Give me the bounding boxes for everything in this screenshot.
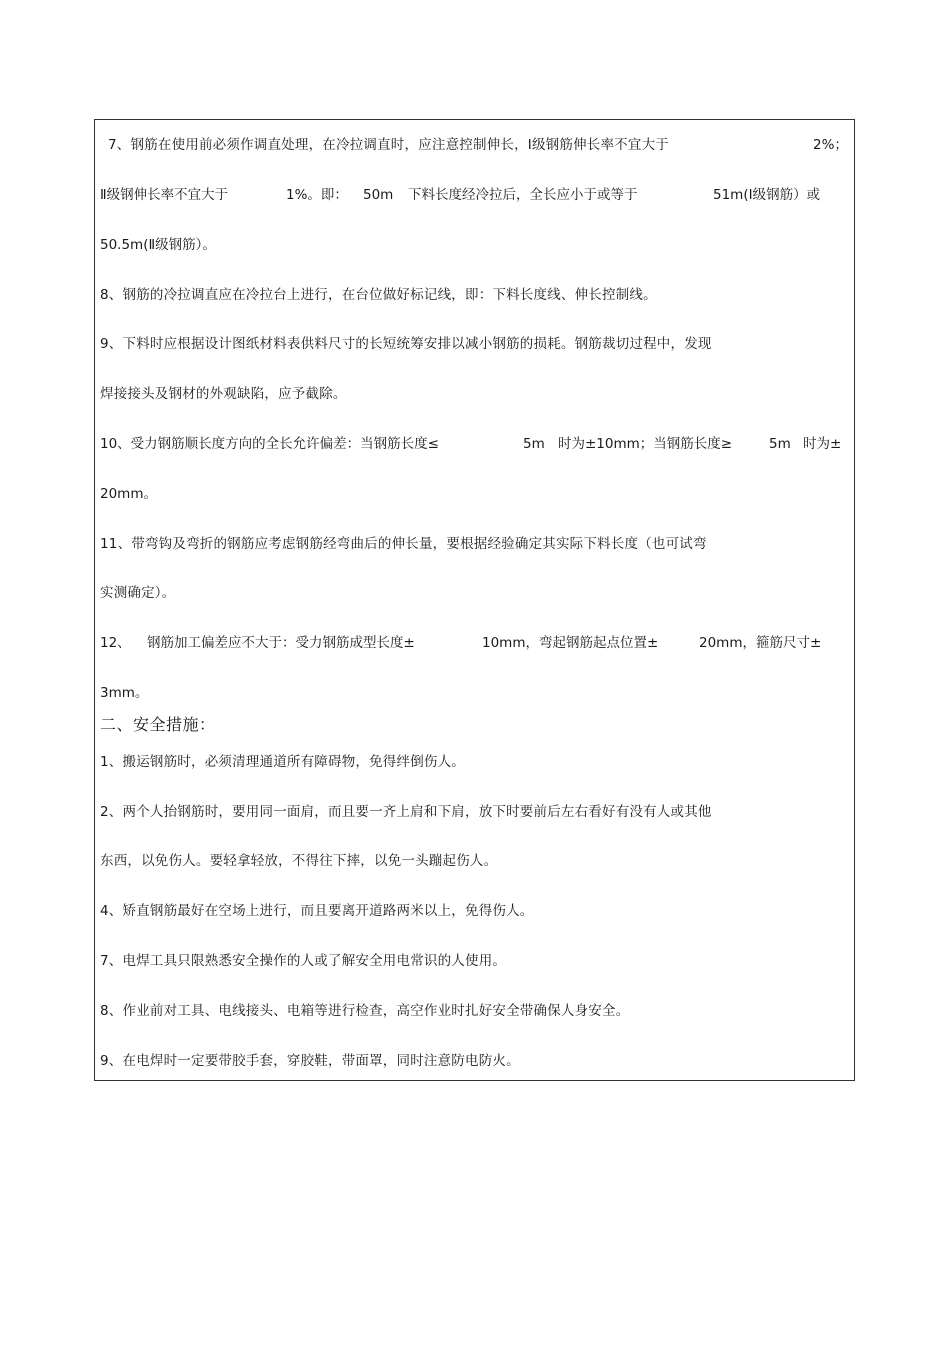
- content-table: [94, 119, 855, 1081]
- item7-line2-d: 下料长度经冷拉后，全长应小于或等于: [408, 187, 638, 203]
- item7-line2-e: 51m(Ⅰ级钢筋）或: [713, 187, 821, 203]
- item7-line2-a: Ⅱ级钢伸长率不宜大于: [100, 187, 229, 203]
- item7-line2-b: 1%。即：: [286, 187, 348, 203]
- item12-line1-b: 钢筋加工偏差应不大于：受力钢筋成型长度±: [147, 635, 415, 651]
- item12-line1-d: 20mm，箍筋尺寸±: [699, 635, 822, 651]
- item7-line3: 50.5m(Ⅱ级钢筋）。: [100, 237, 216, 253]
- item10-line1-c: 时为±10mm；当钢筋长度≥: [558, 436, 733, 452]
- safety-item2-line1: 2、两个人抬钢筋时，要用同一面肩，而且要一齐上肩和下肩，放下时要前后左右看好有没有人或其他: [100, 804, 712, 820]
- item12-line1-c: 10mm，弯起钢筋起点位置±: [482, 635, 659, 651]
- item11-line1: 11、带弯钩及弯折的钢筋应考虑钢筋经弯曲后的伸长量，要根据经验确定其实际下料长度（也可试弯: [100, 536, 707, 552]
- item9-line1: 9、下料时应根据设计图纸材料表供料尺寸的长短统筹安排以减小钢筋的损耗。钢筋裁切过程中，发现: [100, 336, 712, 352]
- item7-value: 2%；: [813, 137, 848, 153]
- item10-line1-a: 10、受力钢筋顺长度方向的全长允许偏差：当钢筋长度≤: [100, 436, 439, 452]
- safety-item2-line2: 东西，以免伤人。要轻拿轻放，不得往下摔，以免一头蹦起伤人。: [100, 853, 498, 869]
- item10-line2: 20mm。: [100, 486, 157, 502]
- safety-item8: 8、作业前对工具、电线接头、电箱等进行检查，高空作业时扎好安全带确保人身安全。: [100, 1003, 630, 1019]
- safety-heading: 二、安全措施：: [100, 715, 216, 734]
- safety-item4: 4、矫直钢筋最好在空场上进行，而且要离开道路两米以上，免得伤人。: [100, 903, 534, 919]
- item12-line1-a: 12、: [100, 635, 131, 651]
- item9-line2: 焊接接头及钢材的外观缺陷，应予截除。: [100, 386, 347, 402]
- safety-item7: 7、电焊工具只限熟悉安全操作的人或了解安全用电常识的人使用。: [100, 953, 507, 969]
- item11-line2: 实测确定）。: [100, 585, 176, 601]
- item10-line1-b: 5m: [523, 436, 545, 452]
- item8: 8、钢筋的冷拉调直应在冷拉台上进行，在台位做好标记线，即：下料长度线、伸长控制线。: [100, 287, 657, 303]
- item7-line2-c: 50m: [363, 187, 394, 203]
- item10-line1-e: 时为±: [803, 436, 842, 452]
- safety-item1: 1、搬运钢筋时，必须清理通道所有障碍物，免得绊倒伤人。: [100, 754, 465, 770]
- item12-line2: 3mm。: [100, 685, 149, 701]
- item10-line1-d: 5m: [769, 436, 791, 452]
- safety-item9: 9、在电焊时一定要带胶手套，穿胶鞋，带面罩，同时注意防电防火。: [100, 1053, 520, 1069]
- item7-line1: 7、钢筋在使用前必须作调直处理，在冷拉调直时，应注意控制伸长，Ⅰ级钢筋伸长率不宜大于: [108, 137, 669, 153]
